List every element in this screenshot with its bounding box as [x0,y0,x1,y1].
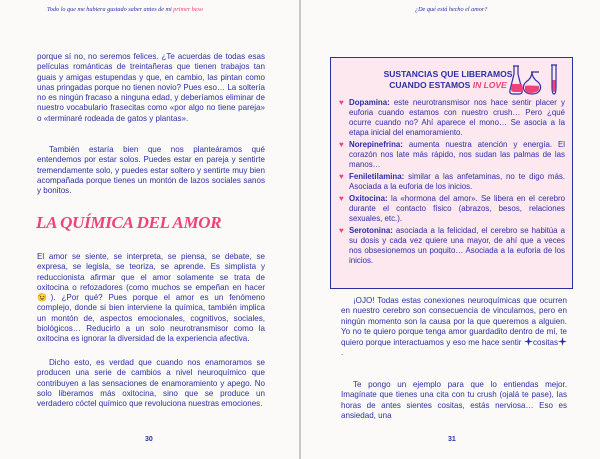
heart-icon: ♥ [339,98,344,107]
section-heading: LA QUÍMICA DEL AMOR [36,213,222,232]
page-number-right: 31 [448,436,456,443]
paragraph-3: El amor se siente, se interpreta, se piensa, se debate, se expresa, se legisla, se teoriza, se aprende. Es simplista y reduccionista afirmar que el amor solamente se trata de oxitocina o refozadores (como muchos se empeñan en hacer 😉). ¿Por qué? Pues porque el amor es un fenómeno complejo, donde si bien interviene la química, también implica un montón de, aspectos emocionales, cognitivos, sociales, biológicos… Reducirlo a un solo neurotransmisor como la oxitocina es ignorar la diversidad de la experiencia afectiva. [37,252,265,344]
flasks-icon [509,62,567,96]
substances-box [330,57,573,289]
paragraph-6: Te pongo un ejemplo para que lo entiendas mejor. Imagínate que tienes una cita con tu crush (ojalá te pase), las horas de antes sientes cositas, estás nerviosa… Eso es ansiedad, una [341,380,567,420]
box-title: SUSTANCIAS QUE LIBERAMOS CUANDO ESTAMOS IN LOVE [383,69,513,90]
heart-icon: ♥ [339,194,344,203]
sparkle-icon [524,337,533,346]
heart-icon: ♥ [339,172,344,181]
substance-norepinefrina: ♥ Norepinefrina: aumenta nuestra atención y energía. El corazón nos late más rápido, nos sudan las palmas de las manos… [339,140,565,170]
paragraph-2: También estaría bien que nos planteáramos qué entendemos por estar solos. Puedes estar en pareja y sentirte tremendamente solo, y puedes estar soltero y sentirte muy bien acompañada porque tienes un montón de lazos sociales sanos y bonitos. [37,145,265,196]
heart-icon: ♥ [339,140,344,149]
substance-dopamina: ♥ Dopamina: este neurotransmisor nos hace sentir placer y euforia cuando estamos con nuestro crush… Pero ¿qué ocurre cuando no? Ahí aparece el mono… Se asocia a la etapa inicial del enamoramiento. [339,98,565,138]
sparkle-icon [558,337,567,346]
substance-feniletilamina: ♥ Feniletilamina: similar a las anfetaminas, no te digo más. Asociada a la euforia de los inicios. [339,172,565,192]
left-page [0,0,299,459]
heart-icon: ♥ [339,226,344,235]
right-page [301,0,600,459]
substance-serotonina: ♥ Serotonina: asociada a la felicidad, el cerebro se habitúa a su dosis y cada vez quiere una mayor, de ahí que a veces nos obsesionemos un poquito… Asociada a la euforia de los inicios. [339,226,565,266]
substance-oxitocina: ♥ Oxitocina: la «hormona del amor». Se libera en el cerebro durante el contacto físico (abrazos, besos, relaciones sexuales, etc.). [339,194,565,224]
running-head-highlight: primer beso [173,6,203,13]
running-head-right: ¿De qué está hecho el amor? [415,6,488,13]
paragraph-1: porque sí no, no seremos felices. ¿Te acuerdas de todas esas películas románticas de treintañeras que tienen trabajos tan guais y amigas estupendas y que, en cambio, las pintan como unas pringadas porque no tienen novio? Pues eso… La soltería no es ningún fracaso a ninguna edad, y deberíamos eliminar de nuestro vocabulario frasecitas como «por algo no tiene pareja» o «terminaré rodeada de gatos y plantas». [37,52,265,123]
paragraph-5: ¡OJO! Todas estas conexiones neuroquímicas que ocurren en nuestro cerebro son consecuencia de vincularnos, pero en ningún momento son la causa por la que queremos a alguien. Yo no te quiero porque tenga amor guardadito dentro de mí, te quiero porque interactuamos y eso me hace sentir cositas. [341,296,567,358]
running-head-left: Todo lo que me hubiera gustado saber antes de mi primer beso [47,6,203,13]
page-number-left: 30 [145,436,153,443]
paragraph-4: Dicho esto, es verdad que cuando nos enamoramos se producen una serie de cambios a nivel neuroquímico que contribuyen a las sensaciones de enamoramiento y apego. No solo liberamos más oxitocina, sino que se produce un verdadero cóctel químico que revoluciona nuestras emociones. [37,358,265,409]
cositas-word: cositas [532,338,558,348]
box-title-highlight: IN LOVE [472,80,507,90]
